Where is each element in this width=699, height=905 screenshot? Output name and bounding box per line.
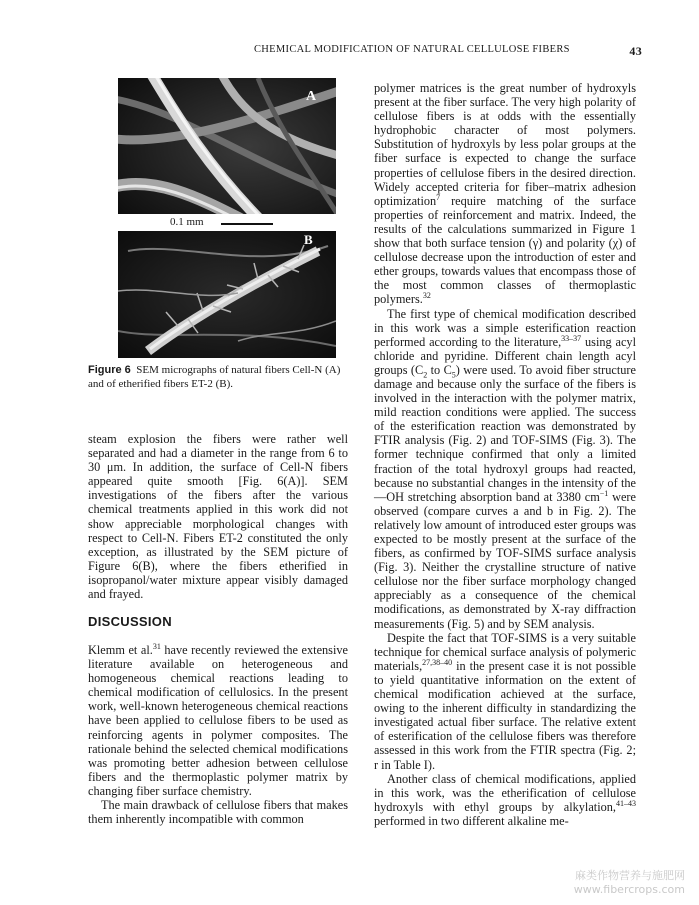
citation-ref: 32 bbox=[422, 291, 431, 301]
right-column bbox=[374, 81, 636, 828]
paragraph-polarity: polymer matrices is the great number of hydroxyls present at the fiber surface. The very high polarity of cellulose fibers is at odds with the essentially hydrophobic character of most polymers. Substitution of hydroxyls by less polar groups at the fiber surface is expected to change the surface properties of cellulose fibers in the desired direction. Widely accepted criteria for fiber–matrix adhesion optimization$^7$ require matching of the surface properties of reinforcement and matrix. Indeed, the results of the calculations summarized in Figure 1 show that both surface tension (γ) and polarity (χ) of cellulose decrease upon the introduction of ester and ether groups, towards values that encompass those of the most common classes of thermoplastic polymers.$^{32}$ bbox=[374, 81, 636, 307]
watermark-line-2: www.fibercrops.com bbox=[573, 883, 685, 896]
watermark-line-1: 麻类作物营养与施肥网 bbox=[575, 869, 685, 882]
paragraph-tof-sims: Despite the fact that TOF-SIMS is a very suitable technique for chemical surface analysis of polymeric materials,$^{27,38-40}$ in the present case it is not possible to yield quantitative information on the extent of chemical modification achieved at the surface, owing to the inherent difficulty in standardizing the investigated actual fiber surface. The relative extent of esterification of the cellulose fibers was therefore assessed in this work from the FTIR spectra (Fig. 2; r in Table I). bbox=[374, 630, 636, 772]
paragraph-esterification: The first type of chemical modification described in this work was a simple esterification reaction performed according to the literature,$^{33-37}$ using acyl chloride and pyridine. Different chain length acyl groups ($C_2$ to $C_5$) were used. To avoid fiber structure damage and because only the surface of the fibers is involved in the interaction with the polymer matrix, mild reaction conditions were applied. The success of the esterification reaction was demonstrated by FTIR analysis (Fig. 2) and TOF-SIMS (Fig. 3). The former technique confirmed that only a limited fraction of the total hydroxyl groups had reacted, because no substantial changes in the intensity of the —OH stretching absorption band at 3380 $cm^{-1}$ were observed (compare curves a and b in Fig. 2). The relatively low amount of introduced ester groups was expected to be mostly present at the surface of the fibers, as confirmed by TOF-SIMS surface analysis (Fig. 3). Neither the crystalline structure of native cellulose nor the fiber surface morphology changed appreciably as a consequence of the chemical modifications, as demonstrated by X-ray diffraction measurements (Fig. 5) and by SEM analysis. bbox=[374, 306, 636, 631]
panel-a-label: A bbox=[306, 89, 317, 104]
scale-bar bbox=[118, 214, 336, 232]
scale-line bbox=[221, 223, 273, 225]
left-column-bottom bbox=[88, 643, 348, 826]
left-column-top bbox=[88, 432, 348, 601]
citation-ref: 33–37 bbox=[561, 333, 582, 343]
panel-b-label: B bbox=[304, 232, 313, 247]
paragraph-etherification: Another class of chemical modifications, applied in this work, was the etherification of cellulose hydroxyls with ethyl groups by alkylation,$^{41-43}$ performed in two different alkaline me- bbox=[374, 771, 636, 828]
citation-ref: 31 bbox=[152, 641, 161, 651]
page-number: 43 bbox=[629, 44, 642, 58]
figure-caption bbox=[88, 364, 350, 391]
figure-6-panel-a bbox=[118, 78, 336, 215]
citation-ref: 27,38–40 bbox=[422, 657, 453, 667]
caption-label: Figure 6 bbox=[88, 364, 131, 376]
figure-6-panel-b bbox=[118, 231, 336, 358]
paragraph-drawback: The main drawback of cellulose fibers that makes them inherently incompatible with common bbox=[88, 798, 348, 827]
scale-label: 0.1 mm bbox=[170, 216, 204, 228]
running-title: CHEMICAL MODIFICATION OF NATURAL CELLULOSE FIBERS bbox=[254, 44, 570, 55]
citation-ref: 41–43 bbox=[616, 798, 636, 808]
paragraph-discussion-intro: Klemm et al.$^{31}$ have recently reviewed the extensive literature available on heterogeneous and homogeneous chemical reactions leading to chemical modification of cellulosics. In the present work, well-known heterogeneous chemical reactions have been applied to cellulose fibers to be used as reinforcing agents in polymer composites. The rationale behind the selected chemical modifications was promoting better adhesion between cellulose fibers and the thermoplastic polymer matrix by changing fiber surface chemistry. bbox=[88, 641, 348, 798]
watermark bbox=[574, 869, 685, 897]
citation-ref: 7 bbox=[436, 192, 441, 202]
paragraph-fiber-morphology: steam explosion the fibers were rather well separated and had a diameter in the range from 6 to 30 μm. In addition, the surface of Cell-N fibers appeared quite smooth [Fig. 6(A)]. SEM investigations of the fibers after the various chemical treatments applied in this work did not show appreciable morphological changes with respect to Cell-N. Fibers ET-2 constituted the only exception, as illustrated by the SEM picture of Figure 6(B), where the fibers etherified in isopropanol/water mixture appear visibly damaged and frayed. bbox=[88, 432, 348, 602]
caption-text: SEM micrographs of natural fibers Cell-N (A) and of etherified fibers ET-2 (B). bbox=[88, 364, 341, 390]
section-heading: DISCUSSION bbox=[88, 614, 172, 629]
